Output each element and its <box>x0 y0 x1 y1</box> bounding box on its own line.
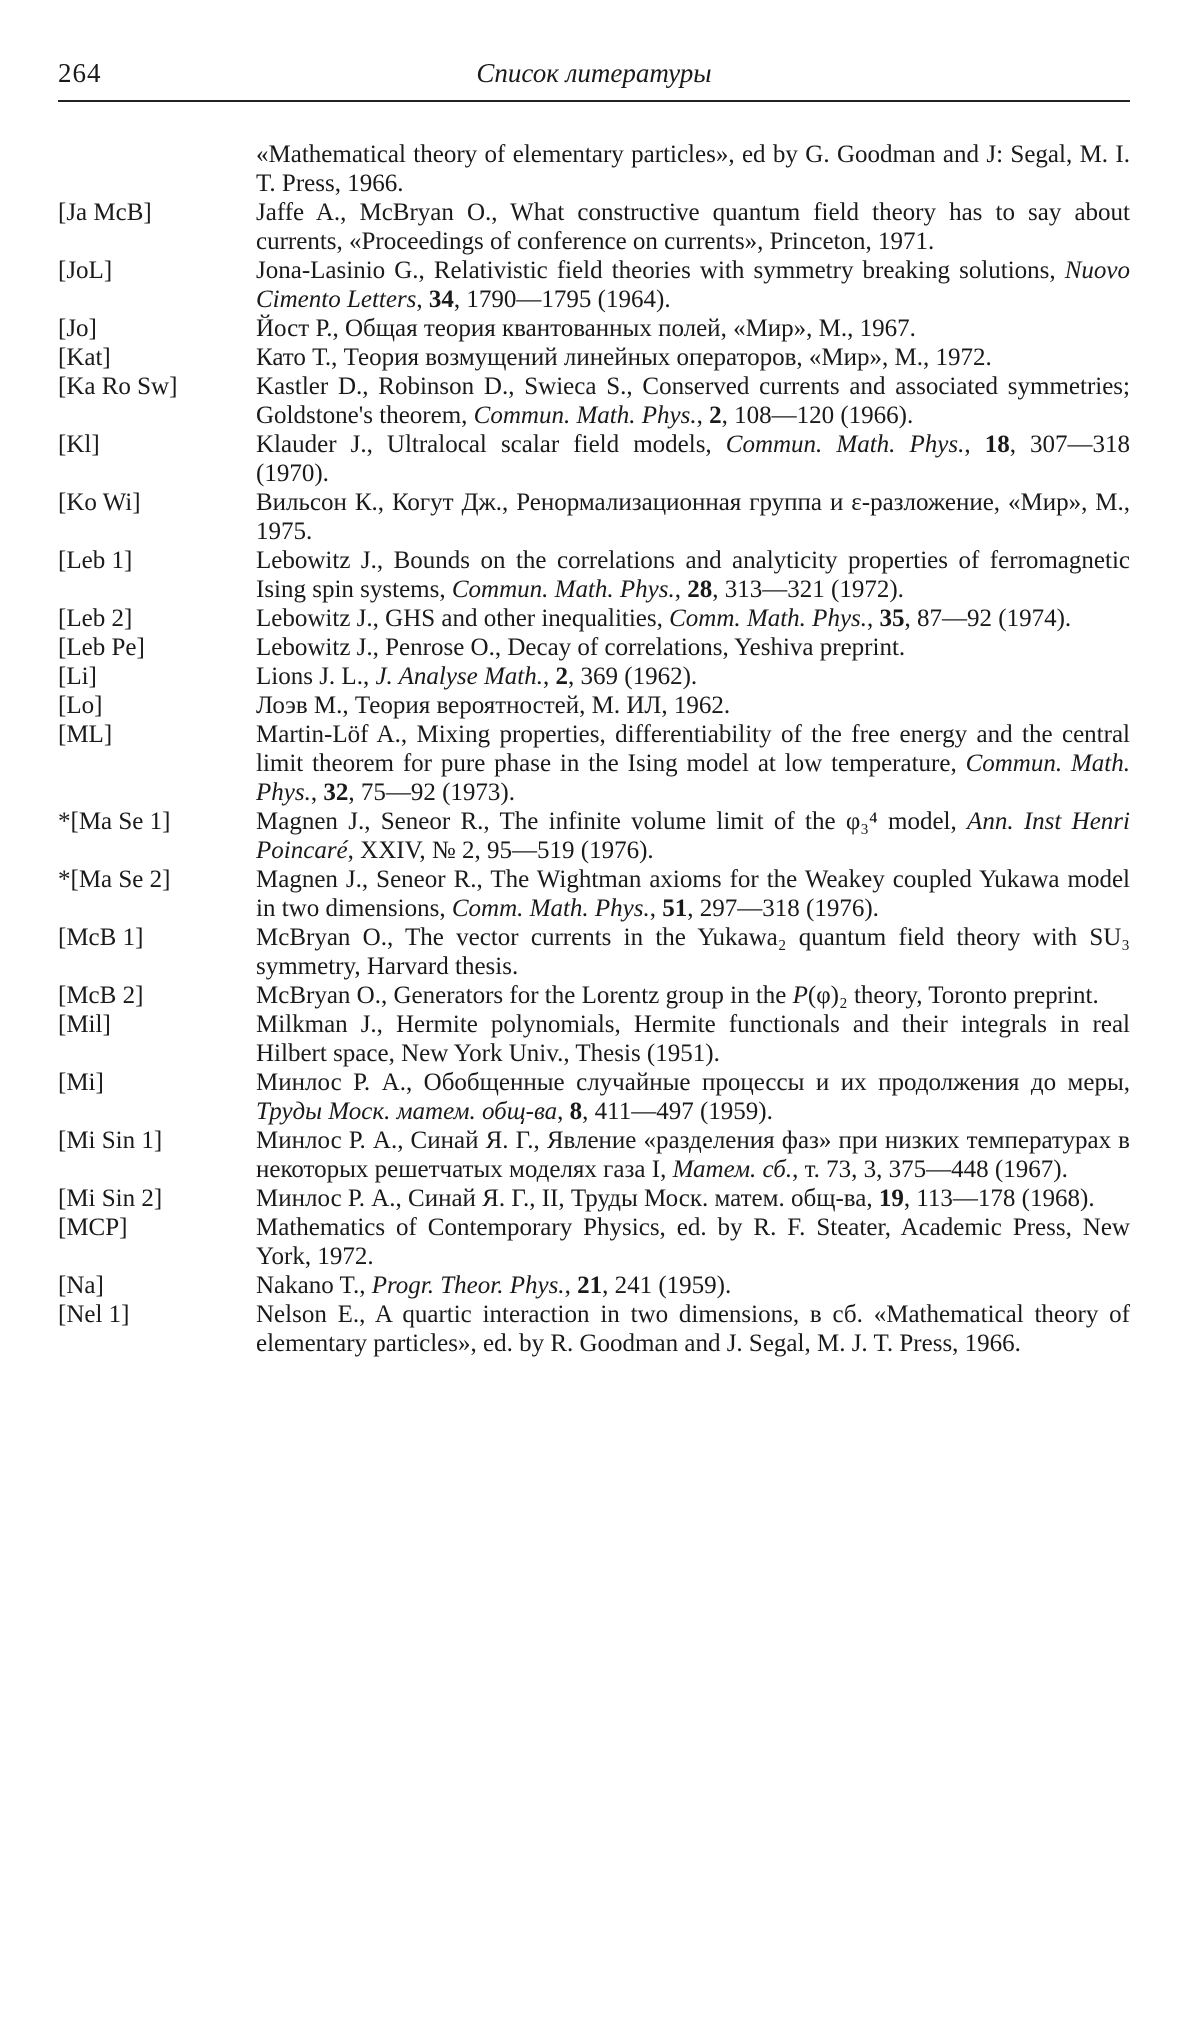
reference-entry <box>58 256 1130 314</box>
reference-text <box>256 923 1130 981</box>
text-run: Като Т., Теория возмущений линейных операторов, «Мир», М., 1972. <box>256 344 992 371</box>
reference-text <box>256 256 1130 314</box>
reference-entry <box>58 343 1130 372</box>
text-run: , 1790—1795 (1964). <box>453 286 671 313</box>
reference-text <box>256 981 1130 1010</box>
reference-text <box>256 1068 1130 1126</box>
reference-entry <box>58 720 1130 807</box>
text-run: Magnen J., Seneor R., The infinite volume limit of the φ₃⁴ model, <box>256 808 968 835</box>
text-run: , 297—318 (1976). <box>687 895 879 922</box>
reference-text <box>256 1300 1130 1358</box>
reference-text <box>256 372 1130 430</box>
reference-key: [Leb 2] <box>58 605 133 632</box>
reference-key: [Lo] <box>58 692 103 719</box>
reference-key: *[Ma Se 1] <box>58 808 171 835</box>
reference-key: [Ka Ro Sw] <box>58 373 178 400</box>
page-header <box>58 54 1130 102</box>
text-run: Йост Р., Общая теория квантованных полей, «Мир», М., 1967. <box>256 315 916 342</box>
volume-number: 8 <box>569 1098 583 1125</box>
text-run: , <box>557 1098 570 1125</box>
text-run: Milkman J., Hermite polynomials, Hermite functionals and their integrals in real Hilbert space, New York Univ., Thesis (1951). <box>256 1011 1130 1067</box>
journal-title: P <box>792 982 808 1009</box>
reference-key: [Kat] <box>58 344 111 371</box>
reference-entry <box>58 1213 1130 1271</box>
text-run: , 369 (1962). <box>568 663 698 690</box>
text-run: , т. 73, 3, 375—448 (1967). <box>792 1156 1068 1183</box>
reference-text <box>256 662 1130 691</box>
reference-text <box>256 1010 1130 1068</box>
reference-key: [ML] <box>58 721 113 748</box>
reference-entry <box>58 140 1130 198</box>
reference-text <box>256 807 1130 865</box>
reference-key: [McB 1] <box>58 924 144 951</box>
reference-entry <box>58 865 1130 923</box>
reference-key: [Li] <box>58 663 97 690</box>
text-run: Jaffe A., McBryan O., What constructive quantum field theory has to say about currents, «Proceedings of conference on currents», Princeton, 1971. <box>256 199 1130 255</box>
text-run: Klauder J., Ultralocal scalar field models, <box>256 431 726 458</box>
text-run: , 108—120 (1966). <box>721 402 914 429</box>
volume-number: 32 <box>323 779 349 806</box>
reference-key: [Kl] <box>58 431 100 458</box>
text-run: Mathematics of Contemporary Physics, ed. by R. F. Steater, Academic Press, New York, 1972. <box>256 1214 1130 1270</box>
text-run: Лоэв М., Теория вероятностей, М. ИЛ, 1962. <box>256 692 731 719</box>
reference-entry <box>58 372 1130 430</box>
reference-key: [McB 2] <box>58 982 144 1009</box>
reference-text <box>256 314 1130 343</box>
text-run: , <box>674 576 688 603</box>
text-run: Magnen J., Seneor R., The Wightman axioms for the Weakey coupled Yukawa model in two dimensions, <box>256 866 1130 922</box>
text-run: «Mathematical theory of elementary particles», ed by G. Goodman and J: Segal, M. I. T. Press, 1966. <box>256 141 1130 197</box>
text-run: , <box>867 605 880 632</box>
journal-title: Commun. Math. Phys. <box>725 431 965 458</box>
reference-entry <box>58 546 1130 604</box>
reference-entry <box>58 1010 1130 1068</box>
text-run: , 307—318 (1970). <box>256 431 1131 487</box>
reference-text <box>256 546 1130 604</box>
journal-title: Comm. Math. Phys. <box>669 605 868 632</box>
reference-entry <box>58 430 1130 488</box>
text-run: , <box>696 402 710 429</box>
text-run: , <box>416 286 429 313</box>
text-run: Lebowitz J., Bounds on the correlations and analyticity properties of ferromagnetic Ising spin systems, <box>256 547 1130 603</box>
reference-key: [JoL] <box>58 257 113 284</box>
reference-entry <box>58 1300 1130 1358</box>
journal-title: Commun. Math. Phys. <box>451 576 675 603</box>
reference-text <box>256 1126 1130 1184</box>
reference-entry <box>58 604 1130 633</box>
reference-list <box>58 140 1130 1358</box>
volume-number: 2 <box>709 402 722 429</box>
reference-entry <box>58 981 1130 1010</box>
reference-key: [Mi] <box>58 1069 104 1096</box>
reference-key: [Mi Sin 1] <box>58 1127 163 1154</box>
text-run: , <box>649 895 663 922</box>
text-run: , 241 (1959). <box>602 1272 732 1299</box>
running-title: Список литературы <box>476 58 712 88</box>
reference-key: [Mi Sin 2] <box>58 1185 163 1212</box>
text-run: , <box>310 779 324 806</box>
reference-entry <box>58 314 1130 343</box>
journal-title: Ann. Inst Henri Poincaré <box>256 808 1130 864</box>
journal-title: Progr. Theor. Phys. <box>371 1272 565 1299</box>
text-run: Минлос Р. А., Обобщенные случайные процессы и их продолжения до меры, <box>256 1069 1130 1096</box>
text-run: Вильсон К., Когут Дж., Ренормализационная группа и ε-разложение, «Мир», М., 1975. <box>256 489 1130 545</box>
reference-entry <box>58 633 1130 662</box>
reference-key: [Na] <box>58 1272 104 1299</box>
reference-text <box>256 1213 1130 1271</box>
text-run: , XXIV, № 2, 95—519 (1976). <box>347 837 654 864</box>
reference-text <box>256 198 1130 256</box>
reference-entry <box>58 923 1130 981</box>
text-run: Минлос Р. А., Синай Я. Г., Явление «разделения фаз» при низких температурах в некоторых решетчатых моделях газа I, <box>256 1127 1130 1183</box>
reference-text <box>256 1271 1130 1300</box>
reference-entry <box>58 662 1130 691</box>
volume-number: 21 <box>577 1272 603 1299</box>
journal-title: Nuovo Cimento Letters <box>256 257 1130 313</box>
text-run: Nakano T., <box>256 1272 372 1299</box>
journal-title: Commun. Math. Phys. <box>256 750 1130 806</box>
volume-number: 28 <box>687 576 713 603</box>
text-run: , 411—497 (1959). <box>582 1098 773 1125</box>
reference-text <box>256 720 1130 807</box>
text-run: , <box>543 663 556 690</box>
reference-text <box>256 140 1130 198</box>
reference-key: [Ja McB] <box>58 199 152 226</box>
text-run: McBryan O., Generators for the Lorentz group in the <box>256 982 793 1009</box>
reference-entry <box>58 488 1130 546</box>
reference-text <box>256 865 1130 923</box>
text-run: Lebowitz J., GHS and other inequalities, <box>256 605 670 632</box>
reference-key: [Leb Pe] <box>58 634 145 661</box>
text-run: , 313—321 (1972). <box>712 576 904 603</box>
text-run: Kastler D., Robinson D., Swieca S., Conserved currents and associated symmetries; Goldstone's theorem, <box>256 373 1130 429</box>
reference-text <box>256 691 1130 720</box>
volume-number: 51 <box>662 895 688 922</box>
reference-text <box>256 1184 1130 1213</box>
text-run: Минлос Р. А., Синай Я. Г., II, Труды Моск. матем. общ-ва, <box>256 1185 879 1212</box>
reference-text <box>256 604 1130 633</box>
text-run: Nelson E., A quartic interaction in two dimensions, в сб. «Mathematical theory of elementary particles», ed. by R. Goodman and J. Segal, M. J. T. Press, 1966. <box>256 1301 1130 1357</box>
text-run: , 75—92 (1973). <box>348 779 516 806</box>
text-run: , <box>964 431 985 458</box>
journal-title: Матем. сб. <box>672 1156 793 1183</box>
text-run: Lions J. L., <box>256 663 376 690</box>
volume-number: 18 <box>984 431 1010 458</box>
reference-key: [Leb 1] <box>58 547 133 574</box>
volume-number: 35 <box>879 605 905 632</box>
reference-key: [Mil] <box>58 1011 111 1038</box>
reference-entry <box>58 1068 1130 1126</box>
journal-title: Commun. Math. Phys. <box>473 402 697 429</box>
reference-key: [Ko Wi] <box>58 489 141 516</box>
journal-title: J. Analyse Math. <box>375 663 544 690</box>
reference-text <box>256 343 1130 372</box>
text-run: Lebowitz J., Penrose O., Decay of correlations, Yeshiva preprint. <box>256 634 906 661</box>
volume-number: 19 <box>878 1185 904 1212</box>
journal-title: Труды Моск. матем. общ-ва <box>256 1098 558 1125</box>
text-run: (φ)₂ theory, Toronto preprint. <box>807 982 1099 1009</box>
reference-entry <box>58 691 1130 720</box>
text-run: Jona-Lasinio G., Relativistic field theories with symmetry breaking solutions, <box>256 257 1065 284</box>
reference-entry <box>58 198 1130 256</box>
volume-number: 34 <box>428 286 454 313</box>
volume-number: 2 <box>555 663 569 690</box>
reference-entry <box>58 1271 1130 1300</box>
text-run: , 113—178 (1968). <box>903 1185 1095 1212</box>
page-number: 264 <box>58 58 102 88</box>
text-run: , 87—92 (1974). <box>904 605 1072 632</box>
reference-text <box>256 488 1130 546</box>
text-run: McBryan O., The vector currents in the Yukawa₂ quantum field theory with SU₃ symmetry, Harvard thesis. <box>256 924 1130 980</box>
reference-entry <box>58 1184 1130 1213</box>
reference-key: [Jo] <box>58 315 97 342</box>
reference-text <box>256 430 1130 488</box>
reference-key: [Nel 1] <box>58 1301 130 1328</box>
reference-text <box>256 633 1130 662</box>
reference-key: *[Ma Se 2] <box>58 866 171 893</box>
text-run: , <box>564 1272 578 1299</box>
text-run: Martin-Löf A., Mixing properties, differentiability of the free energy and the central limit theorem for pure phase in the Ising model at low temperature, <box>256 721 1130 777</box>
journal-title: Comm. Math. Phys. <box>451 895 650 922</box>
reference-entry <box>58 807 1130 865</box>
reference-key: [MCP] <box>58 1214 128 1241</box>
reference-entry <box>58 1126 1130 1184</box>
